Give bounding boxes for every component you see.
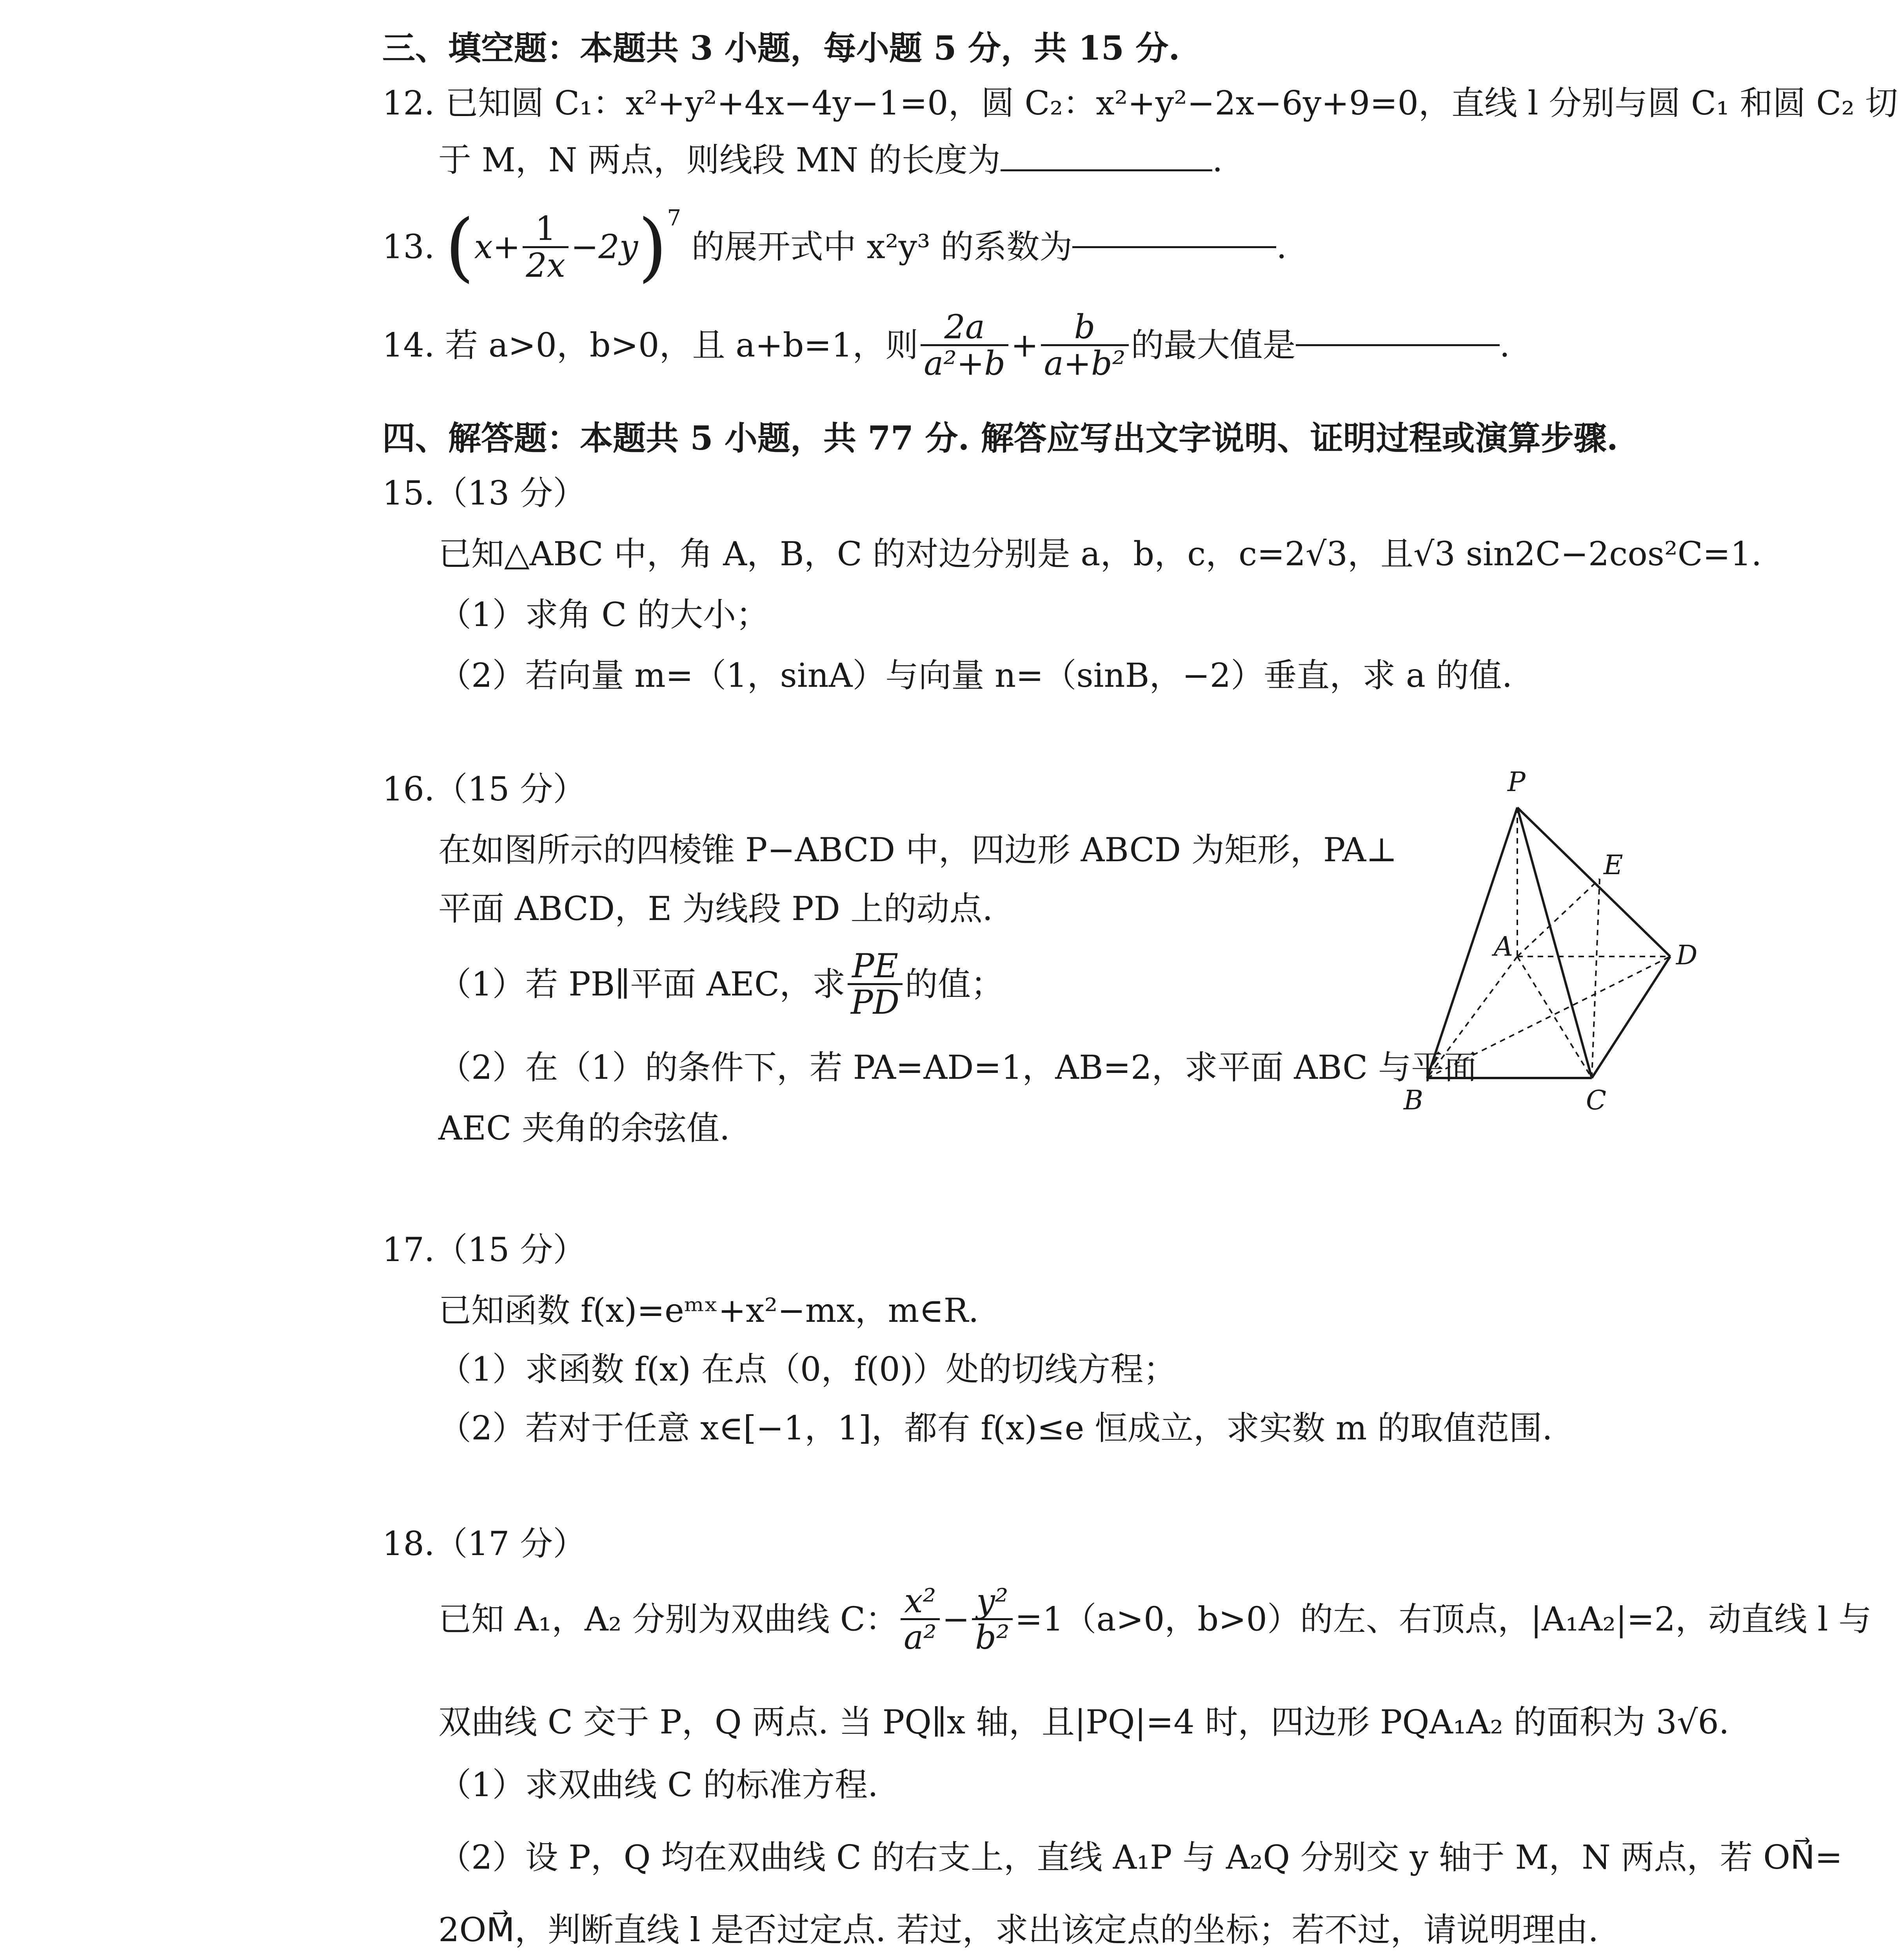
q16-p1-post: 的值； bbox=[905, 965, 1004, 1004]
q12-line-1: 12. 已知圆 C₁：x²+y²+4x−4y−1=0，圆 C₂：x²+y²−2x−6y+9=0，直线 l 分别与圆 C₁ 和圆 C₂ 切 bbox=[382, 84, 1898, 122]
edge-CD bbox=[1592, 956, 1670, 1078]
q17-part-1: （1）求函数 f(x) 在点（0，f(0)）处的切线方程； bbox=[438, 1350, 1177, 1388]
q13-frac-num: 1 bbox=[523, 211, 568, 248]
q13-text: 的展开式中 x²y³ 的系数为 bbox=[691, 227, 1073, 266]
q14-answer-blank bbox=[1296, 344, 1500, 346]
q15-header: 15.（13 分） bbox=[382, 474, 586, 512]
label-C: C bbox=[1586, 1085, 1607, 1116]
q18-fraction-2 bbox=[972, 1584, 1012, 1655]
q18-f1-den: a² bbox=[904, 1618, 937, 1657]
q14-fraction-2 bbox=[1041, 310, 1129, 381]
q13-frac-den: 2x bbox=[526, 246, 566, 285]
label-E: E bbox=[1604, 850, 1623, 881]
label-P: P bbox=[1508, 767, 1526, 798]
q17-header: 17.（15 分） bbox=[382, 1230, 586, 1269]
q18-f1-num: x² bbox=[901, 1584, 940, 1620]
q18-stem-1 bbox=[438, 1584, 1871, 1655]
q14-fraction-1 bbox=[921, 310, 1008, 381]
q16-stem-2: 平面 ABCD，E 为线段 PD 上的动点. bbox=[438, 889, 993, 928]
q16-part-2-line-2: AEC 夹角的余弦值. bbox=[438, 1109, 730, 1147]
q16-part-1 bbox=[438, 949, 1004, 1020]
q16-p1-pre: （1）若 PB∥平面 AEC，求 bbox=[438, 965, 846, 1004]
q13-right-paren: ) bbox=[638, 203, 667, 290]
q18-f2-num: y² bbox=[972, 1584, 1012, 1620]
q14-pre: 14. 若 a>0，b>0，且 a+b=1，则 bbox=[382, 326, 919, 365]
q18-f2-den: b² bbox=[975, 1618, 1010, 1657]
q16-frac-num: PE bbox=[848, 949, 903, 985]
q13-expr-post: −2y bbox=[571, 227, 638, 266]
q17-part-2: （2）若对于任意 x∈[−1，1]，都有 f(x)≤e 恒成立，求实数 m 的取值范围. bbox=[438, 1409, 1553, 1447]
pyramid-figure bbox=[1388, 768, 1713, 1129]
edge-BD bbox=[1427, 956, 1670, 1078]
label-B: B bbox=[1404, 1085, 1423, 1116]
q13-fraction bbox=[523, 209, 568, 285]
q18-part-2-line-2: 2OM⃗，判断直线 l 是否过定点. 若过，求出该定点的坐标；若不过，请说明理由. bbox=[438, 1911, 1599, 1949]
q18-part-2-line-1: （2）设 P，Q 均在双曲线 C 的右支上，直线 A₁P 与 A₂Q 分别交 y 轴于 M，N 两点，若 ON⃗= bbox=[438, 1838, 1843, 1877]
q18-stem1-pre: 已知 A₁，A₂ 分别为双曲线 C： bbox=[438, 1600, 899, 1639]
q16-fraction bbox=[848, 949, 903, 1020]
q14-f1-den: a²+b bbox=[924, 344, 1006, 383]
q13-line bbox=[382, 203, 1287, 308]
q16-header: 16.（15 分） bbox=[382, 770, 586, 808]
q16-stem-1: 在如图所示的四棱锥 P−ABCD 中，四边形 ABCD 为矩形，PA⊥ bbox=[438, 831, 1397, 869]
q12-end: . bbox=[1212, 141, 1223, 179]
q17-stem: 已知函数 f(x)=eᵐˣ+x²−mx，m∈R. bbox=[438, 1291, 979, 1330]
q12-line-2 bbox=[438, 141, 1223, 179]
q16-part-2-line-1: （2）在（1）的条件下，若 PA=AD=1，AB=2，求平面 ABC 与平面 bbox=[438, 1048, 1477, 1087]
q12-text: 于 M，N 两点，则线段 MN 的长度为 bbox=[438, 141, 1001, 179]
q14-end: . bbox=[1499, 326, 1510, 365]
q13-answer-blank bbox=[1072, 246, 1276, 248]
q18-fraction-1 bbox=[901, 1584, 940, 1655]
q14-post: 的最大值是 bbox=[1131, 326, 1296, 365]
section-3-title: 三、填空题：本题共 3 小题，每小题 5 分，共 15 分. bbox=[382, 29, 1180, 67]
q14-plus: + bbox=[1011, 326, 1039, 365]
label-A: A bbox=[1494, 931, 1513, 962]
label-D: D bbox=[1676, 940, 1698, 971]
q18-header: 18.（17 分） bbox=[382, 1524, 586, 1563]
q13-left-paren: ( bbox=[445, 203, 474, 290]
q14-f1-num: 2a bbox=[921, 310, 1008, 346]
q13-end: . bbox=[1276, 227, 1287, 266]
q12-answer-blank bbox=[1001, 169, 1212, 171]
edge-PC bbox=[1517, 808, 1592, 1078]
q14-f2-num: b bbox=[1041, 310, 1129, 346]
q15-part-1: （1）求角 C 的大小； bbox=[438, 595, 769, 634]
q18-minus: − bbox=[942, 1600, 970, 1639]
q16-frac-den: PD bbox=[851, 983, 900, 1022]
q15-part-2: （2）若向量 m=（1，sinA）与向量 n=（sinB，−2）垂直，求 a 的值. bbox=[438, 656, 1513, 695]
q13-number: 13. bbox=[382, 227, 435, 266]
q18-part-1: （1）求双曲线 C 的标准方程. bbox=[438, 1766, 878, 1804]
edge-AB bbox=[1427, 956, 1517, 1078]
edge-EC bbox=[1592, 879, 1600, 1078]
q18-stem-2: 双曲线 C 交于 P，Q 两点. 当 PQ∥x 轴，且|PQ|=4 时，四边形 PQA₁A₂ 的面积为 3√6. bbox=[438, 1703, 1729, 1741]
q14-f2-den: a+b² bbox=[1044, 344, 1126, 383]
q15-stem: 已知△ABC 中，角 A，B，C 的对边分别是 a，b，c，c=2√3，且√3 sin2C−2cos²C=1. bbox=[438, 535, 1762, 573]
q14-line bbox=[382, 310, 1510, 381]
q18-stem1-post: =1（a>0，b>0）的左、右顶点，|A₁A₂|=2，动直线 l 与 bbox=[1015, 1600, 1872, 1639]
edge-AC bbox=[1517, 956, 1592, 1078]
section-4-title: 四、解答题：本题共 5 小题，共 77 分. 解答应写出文字说明、证明过程或演算步骤. bbox=[382, 419, 1618, 457]
edge-AE bbox=[1517, 879, 1600, 956]
q13-power: 7 bbox=[667, 205, 681, 231]
q13-expr-pre: x+ bbox=[474, 227, 521, 266]
